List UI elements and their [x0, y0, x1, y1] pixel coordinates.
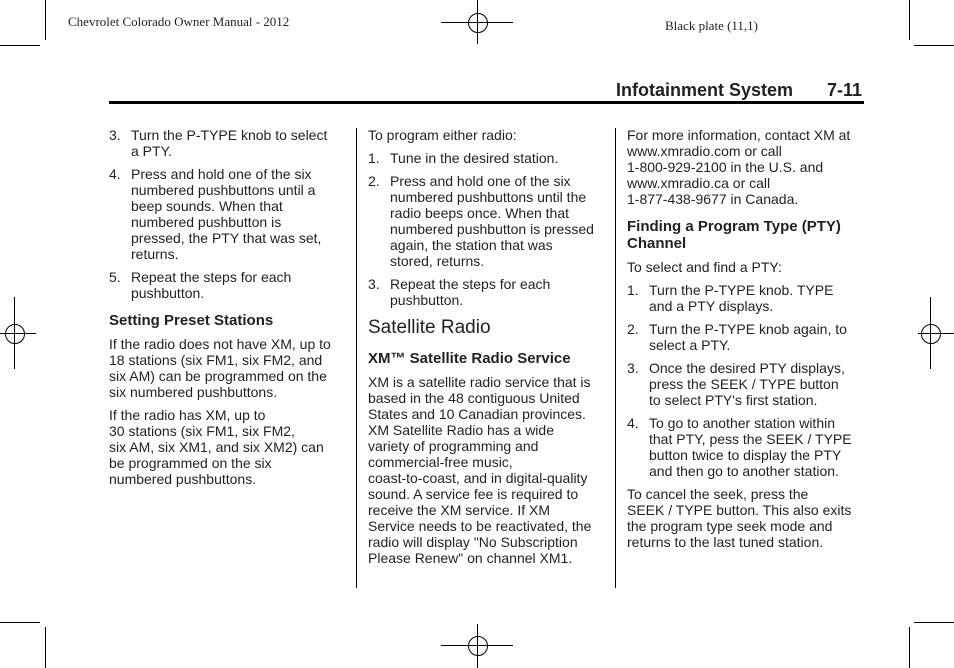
text-line: returns.	[131, 246, 179, 262]
text-line: based in the 48 contiguous United	[368, 390, 580, 406]
column-3	[627, 127, 867, 557]
paragraph	[627, 127, 867, 207]
page-number: 7-11	[827, 80, 863, 100]
crop-mark	[45, 627, 46, 668]
text-line: Turn the P-TYPE knob again, to	[649, 321, 847, 337]
text-line: sound. A service fee is required to	[368, 486, 579, 502]
list-item	[627, 415, 867, 479]
paragraph	[627, 486, 867, 550]
text-line: To cancel the seek, press the	[627, 486, 809, 502]
list-number: 4.	[627, 415, 639, 431]
heading	[368, 350, 608, 367]
text-line: Finding a Program Type (PTY)	[627, 218, 841, 235]
text-line: Turn the P-TYPE knob to select	[131, 127, 328, 143]
crop-mark	[0, 622, 40, 623]
text-line: numbered pushbutton is	[131, 214, 282, 230]
list-item	[627, 360, 867, 408]
heading	[627, 218, 867, 252]
text-line: numbered pushbuttons until a	[131, 182, 316, 198]
text-line: XM™ Satellite Radio Service	[368, 350, 571, 367]
column-1	[109, 127, 349, 494]
list-number: 3.	[368, 276, 380, 292]
text-line: If the radio does not have XM, up to	[109, 336, 331, 352]
text-line: six AM, six XM1, and six XM2) can	[109, 439, 324, 455]
text-line: Repeat the steps for each	[390, 276, 551, 292]
text-line: numbered pushbuttons until the	[390, 189, 587, 205]
crop-mark	[0, 45, 40, 46]
plate-label: Black plate (11,1)	[665, 18, 759, 33]
text-line: Please Renew" on channel XM1.	[368, 550, 573, 566]
text-line: numbered pushbutton is pressed	[390, 221, 594, 237]
text-line: press the SEEK / TYPE button	[649, 376, 839, 392]
text-line: Satellite Radio	[368, 317, 491, 338]
paragraph	[109, 407, 349, 487]
text-line: button twice to display the PTY	[649, 447, 842, 463]
list-number: 2.	[627, 321, 639, 337]
crop-mark	[914, 622, 954, 623]
text-line: select a PTY.	[649, 337, 731, 353]
text-line: If the radio has XM, up to	[109, 407, 266, 423]
column-divider	[615, 128, 616, 588]
text-line: 18 stations (six FM1, six FM2, and	[109, 352, 323, 368]
column-divider	[356, 128, 357, 588]
crop-mark	[45, 0, 46, 40]
text-line: receive the XM service. If XM	[368, 502, 551, 518]
text-line: commercial-free music,	[368, 454, 513, 470]
text-line: pressed, the PTY that was set,	[131, 230, 322, 246]
list-number: 1.	[627, 282, 639, 298]
text-line: Tune in the desired station.	[390, 150, 559, 166]
text-line: www.xmradio.ca or call	[627, 175, 771, 191]
paragraph	[368, 374, 608, 566]
text-line: Press and hold one of the six	[390, 173, 571, 189]
text-line: Turn the P-TYPE knob. TYPE	[649, 282, 834, 298]
text-line: and then go to another station.	[649, 463, 839, 479]
text-line: be programmed on the six	[109, 455, 272, 471]
text-line: Service needs to be reactivated, the	[368, 518, 592, 534]
text-line: Once the desired PTY displays,	[649, 360, 845, 376]
list-number: 2.	[368, 173, 380, 189]
text-line: SEEK / TYPE button. This also exits	[627, 502, 852, 518]
text-line: Setting Preset Stations	[109, 312, 274, 329]
list-item	[109, 127, 349, 159]
list-item	[109, 166, 349, 262]
text-line: Press and hold one of the six	[131, 166, 312, 182]
text-line: the program type seek mode and	[627, 518, 833, 534]
text-line: XM Satellite Radio has a wide	[368, 422, 554, 438]
paragraph	[627, 259, 867, 275]
text-line: XM is a satellite radio service that is	[368, 374, 591, 390]
header-rule	[109, 101, 864, 104]
section-title: Infotainment System	[616, 80, 794, 100]
text-line: to select PTY's first station.	[649, 392, 818, 408]
list-number: 5.	[109, 269, 121, 285]
crop-mark	[914, 45, 954, 46]
manual-title: Chevrolet Colorado Owner Manual - 2012	[68, 14, 290, 29]
text-line: www.xmradio.com or call	[627, 143, 782, 159]
crop-mark	[909, 627, 910, 668]
paragraph	[109, 336, 349, 400]
crop-mark	[909, 0, 910, 40]
text-line: a PTY.	[131, 143, 172, 159]
list-item	[627, 321, 867, 353]
text-line: For more information, contact XM at	[627, 127, 851, 143]
text-line: States and 10 Canadian provinces.	[368, 406, 586, 422]
text-line: Channel	[627, 235, 687, 252]
text-line: radio beeps once. When that	[390, 205, 570, 221]
text-line: beep sounds. When that	[131, 198, 283, 214]
text-line: six numbered pushbuttons.	[109, 384, 278, 400]
text-line: and a PTY displays.	[649, 298, 774, 314]
heading	[109, 312, 349, 329]
text-line: To program either radio:	[368, 127, 517, 143]
text-line: To go to another station within	[649, 415, 836, 431]
text-line: 1-800-929-2100 in the U.S. and	[627, 159, 824, 175]
text-line: returns to the last tuned station.	[627, 534, 824, 550]
list-item	[368, 173, 608, 269]
paragraph	[368, 127, 608, 143]
list-item	[368, 150, 608, 166]
text-line: stored, returns.	[390, 253, 485, 269]
list-number: 3.	[627, 360, 639, 376]
list-number: 4.	[109, 166, 121, 182]
text-line: numbered pushbuttons.	[109, 471, 257, 487]
text-line: 30 stations (six FM1, six FM2,	[109, 423, 295, 439]
text-line: pushbutton.	[131, 285, 205, 301]
text-line: six AM) can be programmed on the	[109, 368, 327, 384]
text-line: radio will display "No Subscription	[368, 534, 578, 550]
text-line: that PTY, pess the SEEK / TYPE	[649, 431, 852, 447]
text-line: coast-to-coast, and in digital-quality	[368, 470, 588, 486]
list-item	[368, 276, 608, 308]
text-line: variety of programming and	[368, 438, 539, 454]
column-2	[368, 127, 608, 573]
text-line: To select and find a PTY:	[627, 259, 782, 275]
text-line: 1-877-438-9677 in Canada.	[627, 191, 799, 207]
list-number: 1.	[368, 150, 380, 166]
list-number: 3.	[109, 127, 121, 143]
list-item	[627, 282, 867, 314]
text-line: again, the station that was	[390, 237, 553, 253]
list-item	[109, 269, 349, 301]
text-line: pushbutton.	[390, 292, 464, 308]
heading	[368, 317, 608, 339]
text-line: Repeat the steps for each	[131, 269, 292, 285]
